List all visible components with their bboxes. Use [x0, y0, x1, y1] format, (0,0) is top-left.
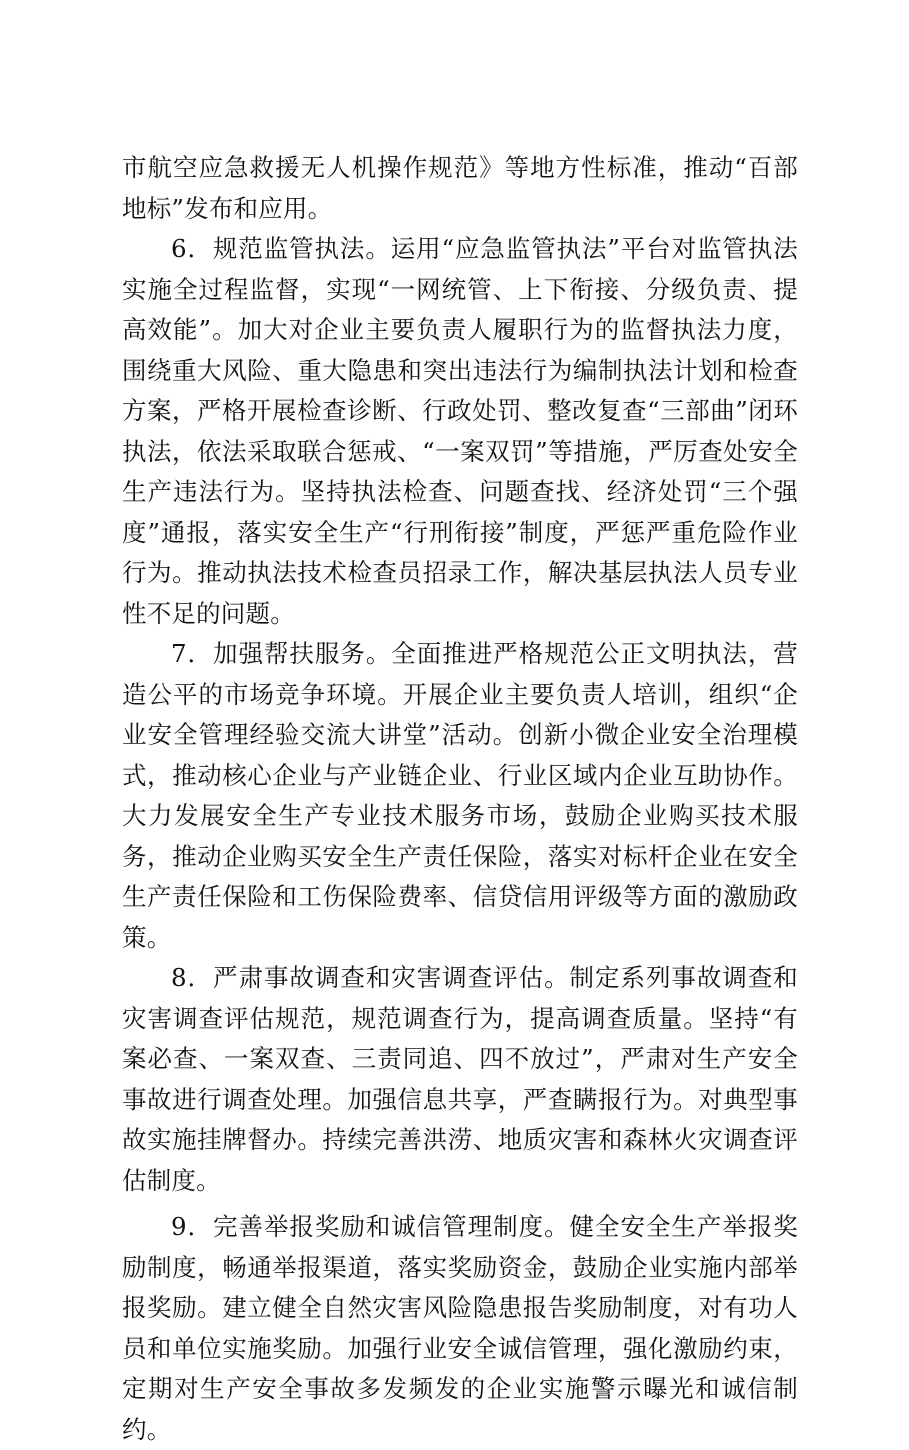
paragraph-item-9: 9．完善举报奖励和诚信管理制度。健全安全生产举报奖励制度，畅通举报渠道，落实奖励资金，鼓励企业实施内部举报奖励。建立健全自然灾害风险隐患报告奖励制度，对有功人员和单位实施奖励。加强行业安全诚信管理，强化激励约束，定期对生产安全事故多发频发的企业实施警示曝光和诚信制约。 [122, 1212, 798, 1444]
document-body [122, 148, 798, 1450]
paragraph-continuation: 市航空应急救援无人机操作规范》等地方性标准，推动“百部地标”发布和应用。 [122, 153, 798, 223]
paragraph-item-8: 8．严肃事故调查和灾害调查评估。制定系列事故调查和灾害调查评估规范，规范调查行为，提高调查质量。坚持“有案必查、一案双查、三责同追、四不放过”，严肃对生产安全事故进行调查处理。加强信息共享，严查瞒报行为。对典型事故实施挂牌督办。持续完善洪涝、地质灾害和森林火灾调查评估制度。 [122, 963, 798, 1195]
paragraph-item-6: 6．规范监管执法。运用“应急监管执法”平台对监管执法实施全过程监督，实现“一网统管、上下衔接、分级负责、提高效能”。加大对企业主要负责人履职行为的监督执法力度，围绕重大风险、重大隐患和突出违法行为编制执法计划和检查方案，严格开展检查诊断、行政处罚、整改复查“三部曲”闭环执法，依法采取联合惩戒、“一案双罚”等措施，严厉查处安全生产违法行为。坚持执法检查、问题查找、经济处罚“三个强度”通报，落实安全生产“行刑衔接”制度，严惩严重危险作业行为。推动执法技术检查员招录工作，解决基层执法人员专业性不足的问题。 [122, 234, 798, 628]
paragraph-item-7: 7．加强帮扶服务。全面推进严格规范公正文明执法，营造公平的市场竞争环境。开展企业主要负责人培训，组织“企业安全管理经验交流大讲堂”活动。创新小微企业安全治理模式，推动核心企业与产业链企业、行业区域内企业互助协作。大力发展安全生产专业技术服务市场，鼓励企业购买技术服务，推动企业购买安全生产责任保险，落实对标杆企业在安全生产责任保险和工伤保险费率、信贷信用评级等方面的激励政策。 [122, 639, 798, 952]
